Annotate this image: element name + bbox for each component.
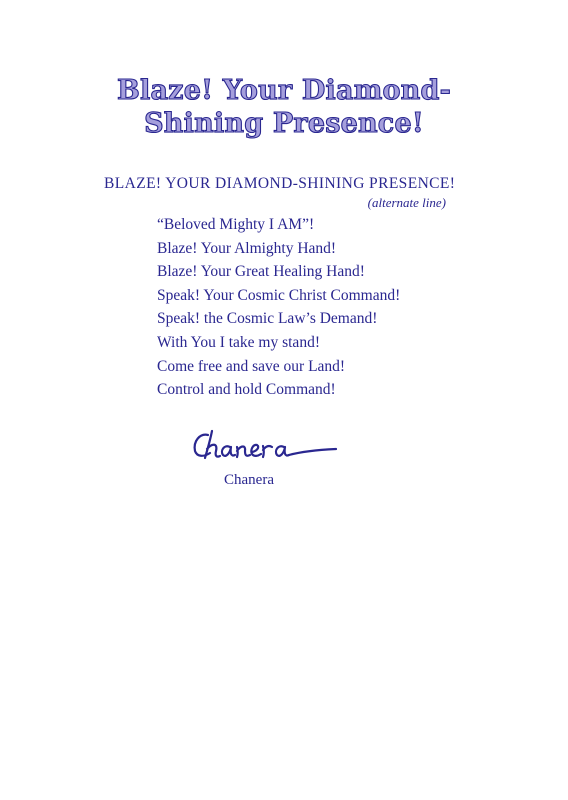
- decree-heading: BLAZE! YOUR DIAMOND-SHINING PRESENCE!: [104, 175, 456, 192]
- decree-line: Speak! the Cosmic Law’s Demand!: [157, 310, 378, 328]
- title-line-1: Blaze! Your Diamond-: [117, 75, 451, 106]
- decree-lines: [157, 213, 400, 402]
- decree-line: Control and hold Command!: [157, 381, 336, 399]
- handwritten-signature: [190, 425, 340, 465]
- page-title: [0, 74, 568, 140]
- signer-name: Chanera: [224, 472, 274, 488]
- decree-line: Speak! Your Cosmic Christ Command!: [157, 286, 401, 304]
- alternate-line-note: (alternate line): [367, 195, 446, 210]
- title-line-2: Shining Presence!: [144, 108, 424, 139]
- decree-line: “Beloved Mighty I AM”!: [157, 216, 315, 233]
- decree-line: Come free and save our Land!: [157, 357, 346, 375]
- decree-line: With You I take my stand!: [157, 333, 320, 351]
- decree-line: Blaze! Your Great Healing Hand!: [157, 263, 365, 281]
- decree-line: Blaze! Your Almighty Hand!: [157, 239, 337, 257]
